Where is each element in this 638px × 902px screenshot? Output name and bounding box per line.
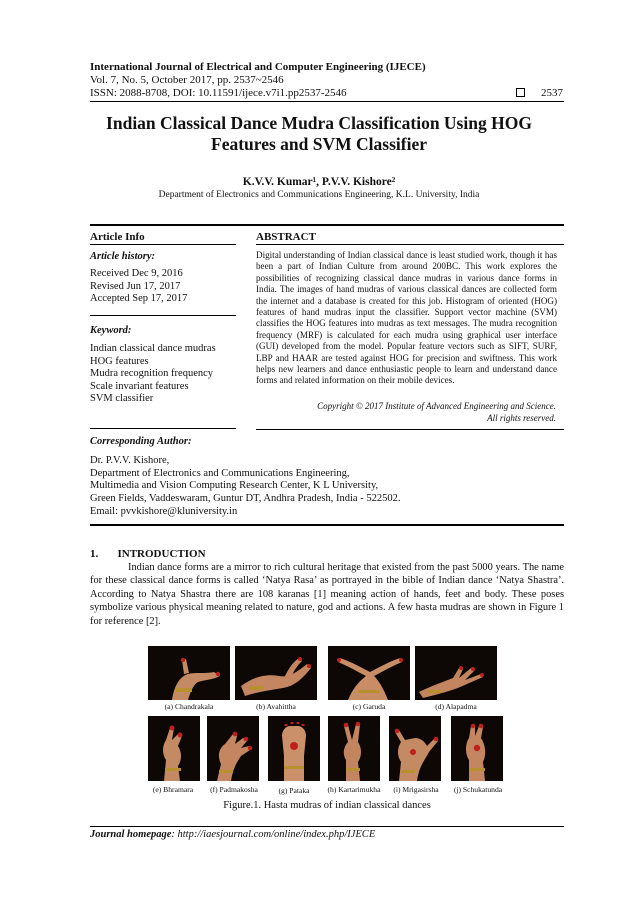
mudra-photo-alapadma xyxy=(415,646,497,700)
mudra-photo-mrigasirsha xyxy=(389,716,441,781)
section-rule-bottom xyxy=(90,524,564,526)
copyright-line-1: Copyright © 2017 Institute of Advanced Engineering and Science. xyxy=(317,401,556,411)
keyword-item: SVM classifier xyxy=(90,393,154,405)
caption-g: (g) Pataka xyxy=(278,786,310,795)
info-bottom-rule xyxy=(90,428,236,429)
mudra-photo-pataka xyxy=(268,716,320,781)
homepage-link[interactable]: : http://iaesjournal.com/online/index.php/IJECE xyxy=(171,829,376,840)
copyright xyxy=(256,401,556,424)
journal-volume: Vol. 7, No. 5, October 2017, pp. 2537~2546 xyxy=(90,74,284,86)
history-item: Revised Jun 17, 2017 xyxy=(90,280,181,292)
keyword-item: HOG features xyxy=(90,355,149,367)
mudra-photo-kartarimukha xyxy=(328,716,380,781)
authors: K.V.V. Kumar¹, P.V.V. Kishore² xyxy=(242,176,396,188)
journal-issn: ISSN: 2088-8708, DOI: 10.11591/ijece.v7i1.pp2537-2546 xyxy=(90,87,347,99)
abstract-text: Digital understanding of Indian classical dance is least studied work, though it has been a part of Indian Culture from around 200BC. This work explores the possibilities of recognizing classical dance mudras in various dance forms in India. The images of hand mudras of various classical dances are collected form the internet and a database is created for this job. Histogram of oriented (HOG) features of hand mudras input the classifier. Support vector machine (SVM) classifies the HOG features into mudras as text messages. The mudra recognition frequency (MRF) is calculated for each mudra using graphical user interface (GUI) developed from the model. Popular feature vectors such as SIFT, SURF, LBP and HAAR are tested against HOG for precision and swiftness. This work helps new learners and dance enthusiastic people to learn and understand dance forms and related information on their mobile devices. xyxy=(256,250,557,386)
corresponding-heading: Corresponding Author: xyxy=(90,436,192,447)
history-item: Received Dec 9, 2016 xyxy=(90,268,183,279)
journal-homepage xyxy=(90,829,375,840)
caption-a: (a) Chandrakala xyxy=(164,702,214,711)
introduction-paragraph: Indian dance forms are a mirror to rich cultural heritage that existed from the past 5000 years. The name for these classical dance forms is called ‘Natya Rasa’ as portrayed in the bible of Indian dance ‘Natya Shastra’. According to Natya Shastra there are 108 karanas [1] meaning action of hands, feet and body. These poses symbolize various physical meaning related to nature, god and actions. A few hasta mudras are shown in Figure 1 for reference [2]. xyxy=(90,562,564,627)
corresponding-line: Green Fields, Vaddeswaram, Guntur DT, Andhra Pradesh, India - 522502. xyxy=(90,493,401,505)
homepage-label: Journal homepage xyxy=(90,829,172,840)
caption-e: (e) Bhramara xyxy=(152,785,194,794)
corresponding-line: Email: pvvkishore@kluniversity.in xyxy=(90,505,238,517)
keyword-item: Scale invariant features xyxy=(90,380,189,392)
caption-f: (f) Padmakosha xyxy=(210,785,258,794)
page-number: 2537 xyxy=(541,87,563,99)
introduction-heading: 1. INTRODUCTION xyxy=(90,548,206,560)
article-info-rule xyxy=(90,244,236,245)
keyword-heading: Keyword: xyxy=(90,325,132,336)
keyword-rule xyxy=(90,315,236,316)
keyword-item: Indian classical dance mudras xyxy=(90,343,216,354)
affiliation: Department of Electronics and Communications Engineering, K.L. University, India xyxy=(158,190,480,200)
caption-d: (d) Alapadma xyxy=(435,702,477,711)
figure-caption: Figure.1. Hasta mudras of indian classical dances xyxy=(223,800,431,811)
abstract-bottom-rule xyxy=(256,429,564,430)
caption-h: (h) Kartarimukha xyxy=(327,785,381,794)
mudra-photo-schukatunda xyxy=(451,716,503,781)
caption-i: (i) Mrigasirsha xyxy=(393,785,439,794)
corresponding-details xyxy=(90,455,400,519)
square-icon xyxy=(516,88,525,97)
keyword-list xyxy=(90,343,216,406)
journal-name: International Journal of Electrical and Computer Engineering (IJECE) xyxy=(90,61,426,73)
caption-c: (c) Garuda xyxy=(352,702,386,711)
mudra-photo-avahittha xyxy=(235,646,317,700)
keyword-item: Mudra recognition frequency xyxy=(90,368,214,380)
paper-title xyxy=(60,113,578,155)
history-list xyxy=(90,268,187,306)
copyright-line-2: All rights reserved. xyxy=(487,412,556,423)
caption-b: (b) Avahittha xyxy=(256,702,296,711)
corresponding-line: Department of Electronics and Communications Engineering, xyxy=(90,467,350,479)
title-line-2: Features and SVM Classifier xyxy=(211,134,427,154)
corresponding-line: Multimedia and Vision Computing Research Center, K L University, xyxy=(90,480,379,492)
header-rule xyxy=(90,101,564,102)
mudra-photo-garuda xyxy=(328,646,410,700)
mudra-photo-padmakosha xyxy=(207,716,259,781)
mudra-photo-chandrakala xyxy=(148,646,230,700)
history-heading: Article history: xyxy=(90,251,156,262)
history-item: Accepted Sep 17, 2017 xyxy=(90,293,188,305)
abstract-rule xyxy=(256,244,564,245)
title-line-1: Indian Classical Dance Mudra Classification Using HOG xyxy=(106,113,532,133)
article-info-heading: Article Info xyxy=(90,231,145,243)
corresponding-line: Dr. P.V.V. Kishore, xyxy=(90,455,170,466)
caption-j: (j) Schukatunda xyxy=(453,785,503,794)
footer-rule xyxy=(90,826,564,827)
mudra-photo-bhramara xyxy=(148,716,200,781)
abstract-heading: ABSTRACT xyxy=(256,231,316,243)
section-rule xyxy=(90,224,564,226)
